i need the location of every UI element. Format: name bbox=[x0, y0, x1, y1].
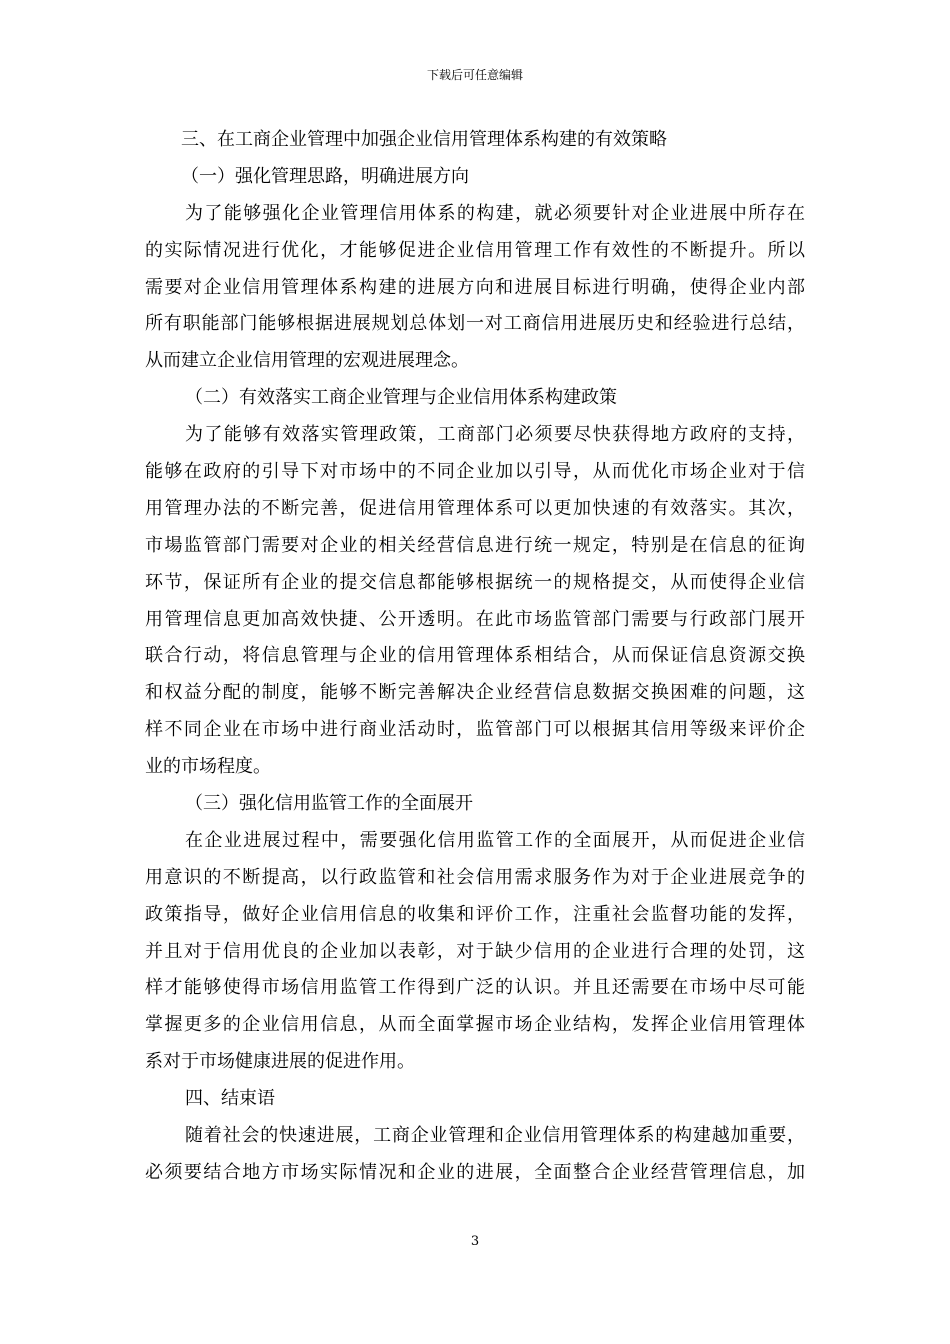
paragraph-line: 所有职能部门能够根据进展规划总体划一对工商信用进展历史和经验进行总结， bbox=[145, 313, 805, 335]
page-number: 3 bbox=[470, 1234, 480, 1249]
document-body bbox=[145, 122, 805, 1192]
paragraph-line: 从而建立企业信用管理的宏观进展理念。 bbox=[145, 350, 469, 372]
subsection-heading: （一）强化管理思路，明确进展方向 bbox=[181, 165, 469, 187]
paragraph-line: 需要对企业信用管理体系构建的进展方向和进展目标进行明确，使得企业内部 bbox=[145, 276, 805, 298]
paragraph-line: 政策指导，做好企业信用信息的收集和评价工作，注重社会监督功能的发挥， bbox=[145, 903, 805, 925]
paragraph-line: 用管理信息更加高效快捷、公开透明。在此市场监管部门需要与行政部门展开 bbox=[145, 608, 805, 630]
subsection-heading: （二）有效落实工商企业管理与企业信用体系构建政策 bbox=[185, 387, 617, 409]
paragraph-line: 随着社会的快速进展，工商企业管理和企业信用管理体系的构建越加重要， bbox=[185, 1125, 805, 1147]
paragraph-line: 环节，保证所有企业的提交信息都能够根据统一的规格提交，从而使得企业信 bbox=[145, 571, 805, 593]
page-header: 下载后可任意编辑 bbox=[426, 68, 523, 82]
paragraph-line: 能够在政府的引导下对市场中的不同企业加以引导，从而优化市场企业对于信 bbox=[145, 461, 805, 483]
paragraph-line: 的实际情况进行优化，才能够促进企业信用管理工作有效性的不断提升。所以 bbox=[145, 239, 805, 261]
paragraph-line: 和权益分配的制度，能够不断完善解决企业经营信息数据交换困难的问题，这 bbox=[145, 682, 805, 704]
paragraph-line: 业的市场程度。 bbox=[145, 756, 271, 778]
subsection-heading: （三）强化信用监管工作的全面展开 bbox=[185, 793, 473, 815]
paragraph-line: 并且对于信用优良的企业加以表彰，对于缺少信用的企业进行合理的处罚，这 bbox=[145, 940, 805, 962]
paragraph-line: 在企业进展过程中，需要强化信用监管工作的全面展开，从而促进企业信 bbox=[185, 829, 805, 851]
paragraph-line: 为了能够有效落实管理政策，工商部门必须要尽快获得地方政府的支持， bbox=[185, 424, 805, 446]
paragraph-line: 系对于市场健康进展的促进作用。 bbox=[145, 1051, 415, 1073]
paragraph-line: 用管理办法的不断完善，促进信用管理体系可以更加快速的有效落实。其次， bbox=[145, 497, 805, 519]
paragraph-line: 样不同企业在市场中进行商业活动时，监管部门可以根据其信用等级来评价企 bbox=[145, 719, 805, 741]
paragraph-line: 为了能够强化企业管理信用体系的构建，就必须要针对企业进展中所存在 bbox=[185, 202, 805, 224]
section-heading: 四、结束语 bbox=[185, 1088, 275, 1110]
section-heading: 三、在工商企业管理中加强企业信用管理体系构建的有效策略 bbox=[181, 129, 667, 150]
paragraph-line: 样才能够使得市场信用监管工作得到广泛的认识。并且还需要在市场中尽可能 bbox=[145, 977, 805, 999]
paragraph-line: 用意识的不断提高，以行政监管和社会信用需求服务作为对于企业进展竞争的 bbox=[145, 866, 805, 888]
paragraph-line: 掌握更多的企业信用信息，从而全面掌握市场企业结构，发挥企业信用管理体 bbox=[145, 1014, 805, 1036]
paragraph-line: 市場监管部门需要对企业的相关经营信息进行统一规定，特别是在信息的征询 bbox=[145, 534, 805, 556]
paragraph-line: 联合行动，将信息管理与企业的信用管理体系相结合，从而保证信息资源交换 bbox=[145, 645, 805, 667]
paragraph-line: 必须要结合地方市场实际情况和企业的进展，全面整合企业经营管理信息，加 bbox=[145, 1161, 805, 1183]
